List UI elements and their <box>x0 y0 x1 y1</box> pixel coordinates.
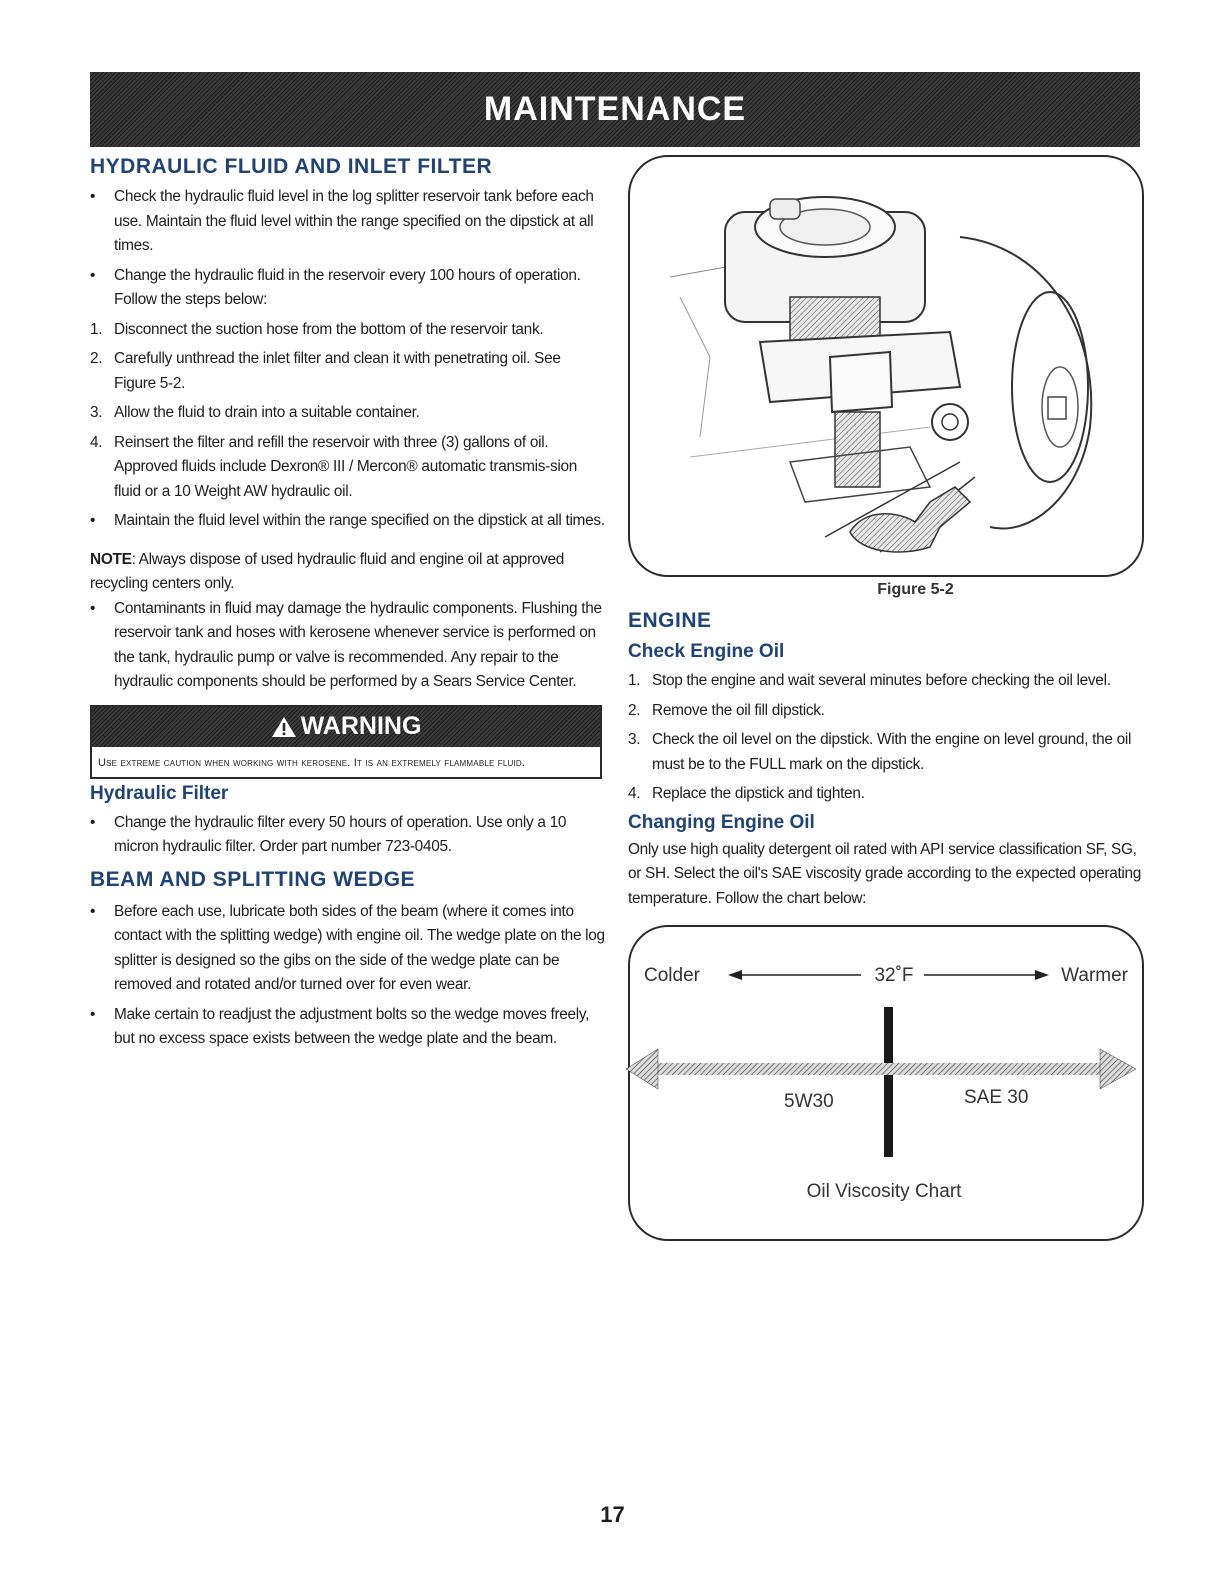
bullet-item <box>90 900 605 998</box>
step-item-text: Allow the fluid to drain into a suitable container. <box>114 404 420 421</box>
step-item <box>90 347 605 396</box>
warning-title: WARNING <box>300 712 422 740</box>
step-item-text: Replace the dipstick and tighten. <box>652 785 865 802</box>
bullet-item <box>90 185 605 259</box>
warning-box <box>90 705 602 779</box>
engine-reservoir-illustration <box>630 157 1142 575</box>
step-item <box>90 318 605 343</box>
step-item-text: Reinsert the filter and refill the reservoir with three (3) gallons of oil. Approved fluids include Dexron® III / Mercon® automatic transmis-sion fluid or a 10 Weight AW hydraulic oil. <box>114 433 578 500</box>
step-item-text: Carefully unthread the inlet filter and clean it with penetrating oil. See Figure 5-2. <box>114 350 561 392</box>
check-oil-heading: Check Engine Oil <box>628 641 785 662</box>
bullet-item-marker: • <box>90 512 96 529</box>
bullet-item <box>90 811 605 860</box>
viscosity-chart-graphic <box>616 927 1146 1239</box>
step-item <box>90 401 605 426</box>
bullet-item-marker: • <box>90 902 96 920</box>
colder-label: Colder <box>644 965 700 986</box>
warning-text: Use extreme caution when working with kerosene. It is an extremely flammable fluid. <box>98 756 526 769</box>
step-item-text: Check the oil level on the dipstick. With the engine on level ground, the oil must be to the FULL mark on the dipstick. <box>652 731 1132 773</box>
bullet-item-marker: • <box>90 188 96 205</box>
bullet-item-text: Check the hydraulic fluid level in the log splitter reservoir tank before each use. Maintain the fluid level within the range specified on the dipstick at all times. <box>114 188 594 254</box>
oil-viscosity-chart <box>628 925 1144 1241</box>
bullet-item-text: Make certain to readjust the adjustment bolts so the wedge moves freely, but no excess space exists between the wedge plate and the beam. <box>114 1005 590 1047</box>
grade-sae30-label: SAE 30 <box>964 1087 1029 1108</box>
step-item-text: Stop the engine and wait several minutes before checking the oil level. <box>652 672 1111 689</box>
bullet-item <box>90 509 605 534</box>
bullet-item-text: Before each use, lubricate both sides of the beam (where it comes into contact with the splitting wedge) with engine oil. The wedge plate on the log splitter is designed so the gibs on the side of the wedge plate can be removed and rotated and/or turned over for even wear. <box>114 902 605 993</box>
grade-5w30-label: 5W30 <box>784 1091 834 1112</box>
step-item-marker: 1. <box>628 672 641 689</box>
bullet-item-text: Contaminants in fluid may damage the hydraulic components. Flushing the reservoir tank and hoses with kerosene whenever service is performed on the tank, hydraulic pump or valve is recommended. Any repair to the hydraulic components should be performed by a Sears Service Center. <box>114 599 602 690</box>
note <box>90 548 605 597</box>
bullet-item-text: Change the hydraulic filter every 50 hours of operation. Use only a 10 micron hydraulic filter. Order part number 723-0405. <box>114 813 567 855</box>
step-item-text: Disconnect the suction hose from the bottom of the reservoir tank. <box>114 320 544 338</box>
warning-header <box>92 707 600 747</box>
bullet-item <box>90 597 605 695</box>
bullet-item-marker: • <box>90 599 96 617</box>
step-item <box>628 669 1143 694</box>
bullet-item-marker: • <box>90 813 96 831</box>
step-item-marker: 3. <box>628 731 641 748</box>
note-text: : Always dispose of used hydraulic fluid and engine oil at approved recycling centers only. <box>90 550 565 592</box>
bullet-item-text: Maintain the fluid level within the range specified on the dipstick at all times. <box>114 512 605 529</box>
figure-caption: Figure 5-2 <box>877 581 954 598</box>
beam-bullets <box>90 900 605 1052</box>
section-banner <box>90 72 1140 147</box>
step-item <box>90 431 605 505</box>
temp-label: 32˚F <box>874 965 914 986</box>
banner-title: MAINTENANCE <box>483 90 747 128</box>
warmer-label: Warmer <box>1061 965 1128 986</box>
left-column <box>90 155 605 1057</box>
step-item <box>628 728 1143 777</box>
note-label: NOTE <box>90 550 132 568</box>
hydraulic-bullets-c <box>90 597 605 695</box>
hydraulic-steps <box>90 318 605 505</box>
engine-heading: ENGINE <box>628 609 712 632</box>
bullet-item <box>90 264 605 313</box>
hydraulic-heading: HYDRAULIC FLUID AND INLET FILTER <box>90 155 493 178</box>
right-column <box>628 155 1143 1241</box>
warning-triangle-icon <box>271 716 297 738</box>
hydraulic-bullets-b <box>90 509 605 534</box>
step-item-marker: 4. <box>90 433 103 451</box>
beam-body <box>90 900 605 1052</box>
bullet-item-marker: • <box>90 1005 96 1023</box>
check-oil-body <box>628 669 1143 807</box>
chart-title: Oil Viscosity Chart <box>806 1181 962 1202</box>
bullet-item <box>90 1003 605 1052</box>
step-item-marker: 2. <box>628 701 641 719</box>
step-item-text: Remove the oil fill dipstick. <box>652 701 825 719</box>
bullet-item-text: Change the hydraulic fluid in the reservoir every 100 hours of operation. Follow the steps below: <box>114 266 581 308</box>
step-item <box>628 782 1143 807</box>
hydraulic-body <box>90 185 605 695</box>
changing-oil-heading: Changing Engine Oil <box>628 811 815 833</box>
hydraulic-filter-heading: Hydraulic Filter <box>90 782 229 804</box>
check-oil-steps <box>628 669 1143 807</box>
step-item-marker: 4. <box>628 785 641 802</box>
hydraulic-filter-body <box>90 811 605 860</box>
bullet-item-marker: • <box>90 266 96 284</box>
figure-5-2 <box>628 155 1144 577</box>
beam-heading: BEAM AND SPLITTING WEDGE <box>90 867 416 891</box>
step-item-marker: 1. <box>90 320 103 338</box>
step-item <box>628 699 1143 724</box>
page-number: 17 <box>600 1502 625 1527</box>
step-item-marker: 2. <box>90 350 103 367</box>
filter-bullets <box>90 811 605 860</box>
step-item-marker: 3. <box>90 404 103 421</box>
hydraulic-bullets-a <box>90 185 605 313</box>
changing-oil-text: Only use high quality detergent oil rated with API service classification SF, SG, or SH. Select the oil's SAE viscosity grade according to the expected operating temperature. Follow the chart below: <box>628 840 1142 907</box>
